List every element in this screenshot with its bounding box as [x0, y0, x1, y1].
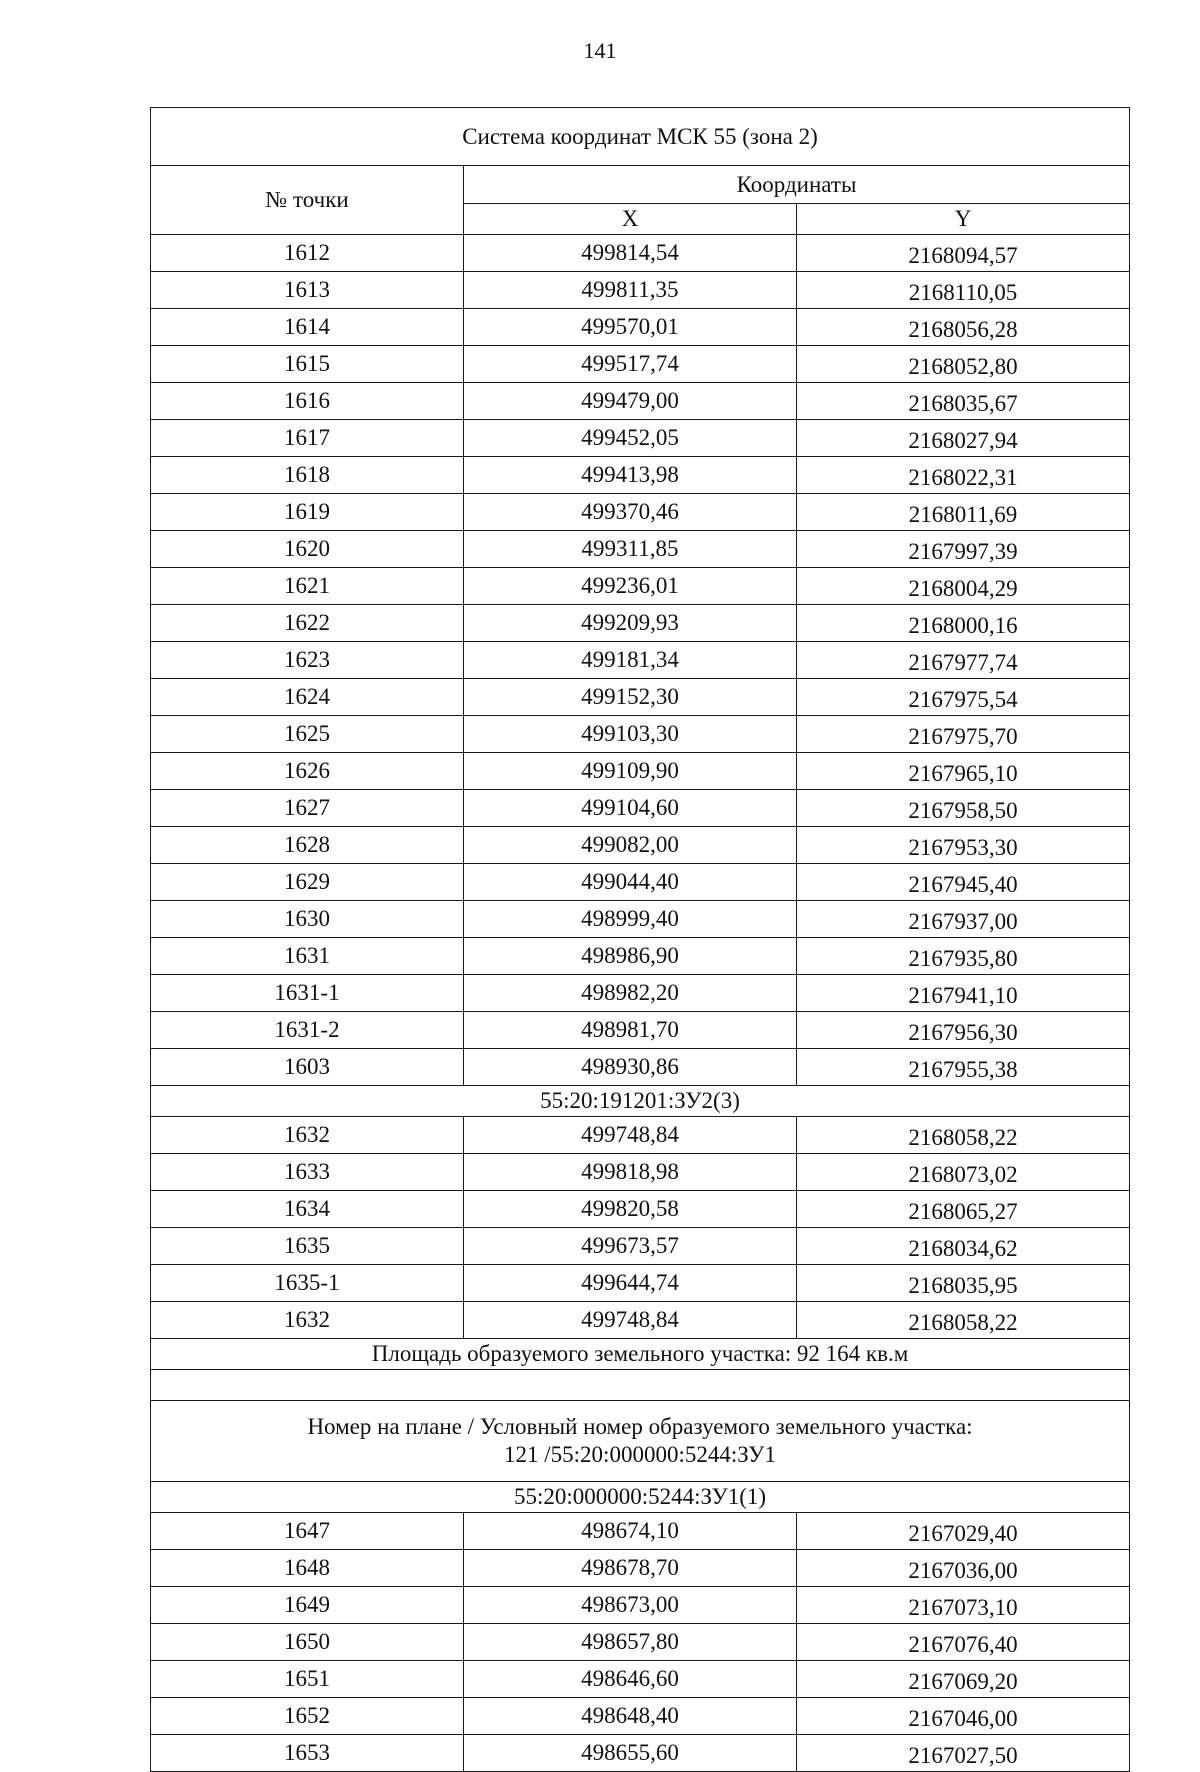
table-row: [151, 1117, 1130, 1154]
point-number-cell: 1617: [151, 420, 464, 457]
x-coordinate-cell: 499082,00: [464, 827, 797, 864]
point-number-cell: 1618: [151, 457, 464, 494]
point-number-cell: 1652: [151, 1698, 464, 1735]
column-header-x: X: [464, 204, 797, 235]
table-row: [151, 346, 1130, 383]
x-coordinate-cell: 499209,93: [464, 605, 797, 642]
y-coordinate-cell: 2167997,39: [797, 531, 1130, 568]
table-row: [151, 272, 1130, 309]
table-row: [151, 642, 1130, 679]
point-number-cell: 1619: [151, 494, 464, 531]
section-label-row: [151, 1482, 1130, 1513]
table-title: Система координат МСК 55 (зона 2): [151, 108, 1130, 166]
coordinates-table: [150, 107, 1130, 1772]
point-number-cell: 1649: [151, 1587, 464, 1624]
section-label: 55:20:000000:5244:ЗУ1(1): [151, 1482, 1130, 1513]
point-number-cell: 1632: [151, 1302, 464, 1339]
x-coordinate-cell: 499517,74: [464, 346, 797, 383]
x-coordinate-cell: 499103,30: [464, 716, 797, 753]
point-number-cell: 1616: [151, 383, 464, 420]
x-coordinate-cell: 499311,85: [464, 531, 797, 568]
point-number-cell: 1651: [151, 1661, 464, 1698]
point-number-cell: 1635-1: [151, 1265, 464, 1302]
x-coordinate-cell: 499181,34: [464, 642, 797, 679]
x-coordinate-cell: 498678,70: [464, 1550, 797, 1587]
x-coordinate-cell: 499479,00: [464, 383, 797, 420]
y-coordinate-cell: 2167945,40: [797, 864, 1130, 901]
point-number-cell: 1615: [151, 346, 464, 383]
x-coordinate-cell: 499673,57: [464, 1228, 797, 1265]
y-coordinate-cell: 2167027,50: [797, 1735, 1130, 1772]
table-row: [151, 1735, 1130, 1772]
x-coordinate-cell: 499814,54: [464, 235, 797, 272]
column-header-coordinates: Координаты: [464, 166, 1130, 204]
table-row: [151, 531, 1130, 568]
table-row: [151, 1228, 1130, 1265]
y-coordinate-cell: 2167029,40: [797, 1513, 1130, 1550]
table-row: [151, 975, 1130, 1012]
table-row: [151, 1550, 1130, 1587]
x-coordinate-cell: 498930,86: [464, 1049, 797, 1086]
y-coordinate-cell: 2168035,67: [797, 383, 1130, 420]
x-coordinate-cell: 498646,60: [464, 1661, 797, 1698]
y-coordinate-cell: 2168056,28: [797, 309, 1130, 346]
y-coordinate-cell: 2167073,10: [797, 1587, 1130, 1624]
section-label-row: [151, 1086, 1130, 1117]
x-coordinate-cell: 499644,74: [464, 1265, 797, 1302]
table-row: [151, 864, 1130, 901]
point-number-cell: 1622: [151, 605, 464, 642]
y-coordinate-cell: 2167076,40: [797, 1624, 1130, 1661]
x-coordinate-cell: 498986,90: [464, 938, 797, 975]
x-coordinate-cell: 499452,05: [464, 420, 797, 457]
y-coordinate-cell: 2168065,27: [797, 1191, 1130, 1228]
x-coordinate-cell: 499811,35: [464, 272, 797, 309]
table-row: [151, 1587, 1130, 1624]
section-label: 55:20:191201:ЗУ2(3): [151, 1086, 1130, 1117]
y-coordinate-cell: 2168110,05: [797, 272, 1130, 309]
x-coordinate-cell: 499104,60: [464, 790, 797, 827]
y-coordinate-cell: 2167977,74: [797, 642, 1130, 679]
table-row: [151, 605, 1130, 642]
plan-number-row: [151, 1401, 1130, 1482]
x-coordinate-cell: 498673,00: [464, 1587, 797, 1624]
table-row: [151, 938, 1130, 975]
x-coordinate-cell: 498981,70: [464, 1012, 797, 1049]
x-coordinate-cell: 499820,58: [464, 1191, 797, 1228]
point-number-cell: 1630: [151, 901, 464, 938]
y-coordinate-cell: 2167941,10: [797, 975, 1130, 1012]
blank-separator: [151, 1370, 1130, 1401]
point-number-cell: 1625: [151, 716, 464, 753]
point-number-cell: 1620: [151, 531, 464, 568]
table-row: [151, 790, 1130, 827]
table-row: [151, 1265, 1130, 1302]
y-coordinate-cell: 2168011,69: [797, 494, 1130, 531]
x-coordinate-cell: 499413,98: [464, 457, 797, 494]
y-coordinate-cell: 2167937,00: [797, 901, 1130, 938]
table-row: [151, 1624, 1130, 1661]
point-number-cell: 1631: [151, 938, 464, 975]
y-coordinate-cell: 2168073,02: [797, 1154, 1130, 1191]
blank-separator-row: [151, 1370, 1130, 1401]
point-number-cell: 1633: [151, 1154, 464, 1191]
point-number-cell: 1623: [151, 642, 464, 679]
x-coordinate-cell: 499044,40: [464, 864, 797, 901]
y-coordinate-cell: 2167069,20: [797, 1661, 1130, 1698]
table-row: [151, 1154, 1130, 1191]
table-row: [151, 1012, 1130, 1049]
point-number-cell: 1626: [151, 753, 464, 790]
area-summary-row: [151, 1339, 1130, 1370]
y-coordinate-cell: 2168094,57: [797, 235, 1130, 272]
y-coordinate-cell: 2167965,10: [797, 753, 1130, 790]
table-row: [151, 1049, 1130, 1086]
plan-number-line-2: 121 /55:20:000000:5244:ЗУ1: [504, 1442, 776, 1467]
y-coordinate-cell: 2168058,22: [797, 1117, 1130, 1154]
x-coordinate-cell: 499570,01: [464, 309, 797, 346]
y-coordinate-cell: 2168027,94: [797, 420, 1130, 457]
point-number-cell: 1650: [151, 1624, 464, 1661]
y-coordinate-cell: 2168022,31: [797, 457, 1130, 494]
table-row: [151, 383, 1130, 420]
x-coordinate-cell: 499236,01: [464, 568, 797, 605]
x-coordinate-cell: 499370,46: [464, 494, 797, 531]
point-number-cell: 1647: [151, 1513, 464, 1550]
x-coordinate-cell: 499748,84: [464, 1302, 797, 1339]
y-coordinate-cell: 2167955,38: [797, 1049, 1130, 1086]
point-number-cell: 1631-2: [151, 1012, 464, 1049]
table-row: [151, 1513, 1130, 1550]
x-coordinate-cell: 499152,30: [464, 679, 797, 716]
point-number-cell: 1648: [151, 1550, 464, 1587]
y-coordinate-cell: 2168004,29: [797, 568, 1130, 605]
page-number: 141: [583, 38, 617, 63]
table-row: [151, 827, 1130, 864]
y-coordinate-cell: 2167975,70: [797, 716, 1130, 753]
x-coordinate-cell: 499818,98: [464, 1154, 797, 1191]
table-row: [151, 235, 1130, 272]
point-number-cell: 1629: [151, 864, 464, 901]
table-row: [151, 753, 1130, 790]
y-coordinate-cell: 2167958,50: [797, 790, 1130, 827]
table-row: [151, 901, 1130, 938]
table-row: [151, 494, 1130, 531]
x-coordinate-cell: 498657,80: [464, 1624, 797, 1661]
x-coordinate-cell: 498648,40: [464, 1698, 797, 1735]
y-coordinate-cell: 2167036,00: [797, 1550, 1130, 1587]
table-row: [151, 1191, 1130, 1228]
y-coordinate-cell: 2167935,80: [797, 938, 1130, 975]
y-coordinate-cell: 2168052,80: [797, 346, 1130, 383]
table-row: [151, 1661, 1130, 1698]
point-number-cell: 1631-1: [151, 975, 464, 1012]
y-coordinate-cell: 2167975,54: [797, 679, 1130, 716]
point-number-cell: 1653: [151, 1735, 464, 1772]
column-header-y: Y: [797, 204, 1130, 235]
y-coordinate-cell: 2167953,30: [797, 827, 1130, 864]
point-number-cell: 1621: [151, 568, 464, 605]
plan-number-line-1: Номер на плане / Условный номер образуемого земельного участка:: [307, 1414, 973, 1439]
point-number-cell: 1624: [151, 679, 464, 716]
point-number-cell: 1635: [151, 1228, 464, 1265]
y-coordinate-cell: 2167956,30: [797, 1012, 1130, 1049]
x-coordinate-cell: 498999,40: [464, 901, 797, 938]
point-number-cell: 1614: [151, 309, 464, 346]
table-row: [151, 568, 1130, 605]
x-coordinate-cell: 498655,60: [464, 1735, 797, 1772]
table-row: [151, 1302, 1130, 1339]
column-header-point: № точки: [151, 166, 464, 235]
table-row: [151, 679, 1130, 716]
x-coordinate-cell: 498674,10: [464, 1513, 797, 1550]
x-coordinate-cell: 499109,90: [464, 753, 797, 790]
table-row: [151, 716, 1130, 753]
x-coordinate-cell: 499748,84: [464, 1117, 797, 1154]
y-coordinate-cell: 2168035,95: [797, 1265, 1130, 1302]
area-summary: Площадь образуемого земельного участка: 92 164 кв.м: [151, 1339, 1130, 1370]
plan-number-note: [151, 1401, 1130, 1482]
table-row: [151, 309, 1130, 346]
table-row: [151, 420, 1130, 457]
table-row: [151, 457, 1130, 494]
point-number-cell: 1612: [151, 235, 464, 272]
x-coordinate-cell: 498982,20: [464, 975, 797, 1012]
y-coordinate-cell: 2168000,16: [797, 605, 1130, 642]
y-coordinate-cell: 2168034,62: [797, 1228, 1130, 1265]
point-number-cell: 1603: [151, 1049, 464, 1086]
point-number-cell: 1613: [151, 272, 464, 309]
y-coordinate-cell: 2168058,22: [797, 1302, 1130, 1339]
point-number-cell: 1627: [151, 790, 464, 827]
table-row: [151, 1698, 1130, 1735]
point-number-cell: 1634: [151, 1191, 464, 1228]
y-coordinate-cell: 2167046,00: [797, 1698, 1130, 1735]
point-number-cell: 1628: [151, 827, 464, 864]
point-number-cell: 1632: [151, 1117, 464, 1154]
